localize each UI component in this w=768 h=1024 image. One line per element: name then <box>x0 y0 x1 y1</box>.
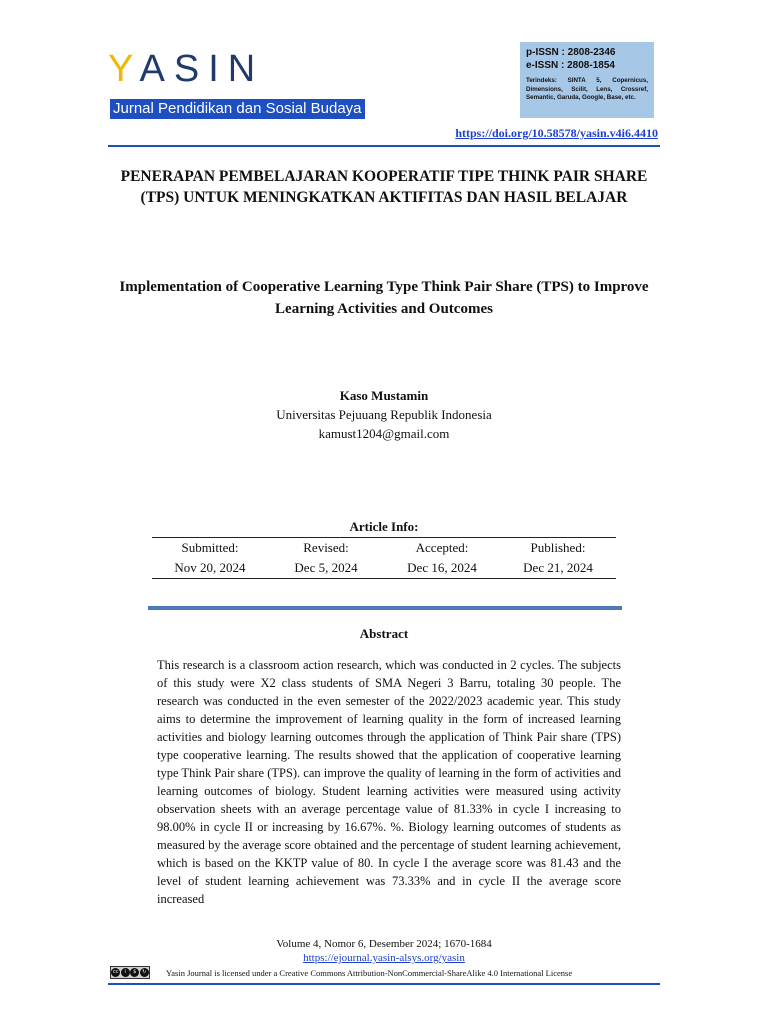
logo-letter-y: Y <box>108 48 140 90</box>
by-icon: i <box>121 968 130 977</box>
volume-info: Volume 4, Nomor 6, Desember 2024; 1670-1684 <box>276 938 492 950</box>
eissn: e-ISSN : 2808-1854 <box>526 60 615 71</box>
abstract-text: This research is a classroom action research, which was conducted in 2 cycles. The subjects of this study were X2 class students of SMA Negeri 3 Barru, totaling 30 people. The research was conducted in the even semester of the 2022/2023 academic year. This study aims to determine the improvement of learning quality in the form of increased learning activities and biology learning outcomes through the application of Think Pair share (TPS) type cooperative learning. The results showed that the application of cooperative learning type Think Pair share (TPS). can improve the quality of learning in the form of activities and learning outcomes of biology. Student learning activities were measured using activity observation sheets with an average percentage value of 81.33% in cycle I increasing to 98.00% in cycle II or increasing by 16.67%. %. Biology learning outcomes of students as measured by the average score obtained and the percentage of student learning achievement, which is based on the KKTP value of 80. In cycle I the average score was 81.43 and the level of student learning achievement was 73.33% and in cycle II the average score increased <box>157 658 621 906</box>
author-email: kamust1204@gmail.com <box>318 426 450 441</box>
title-indonesian: PENERAPAN PEMBELAJARAN KOOPERATIF TIPE THINK PAIR SHARE (TPS) UNTUK MENINGKATKAN AKTIFITAS DAN HASIL BELAJAR <box>120 168 648 206</box>
published-date: Dec 21, 2024 <box>523 560 593 575</box>
article-info <box>152 518 616 579</box>
section-divider <box>148 606 622 610</box>
indexing-list: Terindeks: SINTA 5, Copernicus, Dimensions, Scilit, Lens, Crossref, Semantic, Garuda, Google, Base, etc. <box>526 77 648 101</box>
article-info-labels <box>152 538 616 559</box>
author-affiliation: Universitas Pejuuang Republik Indonesia <box>276 407 492 422</box>
cc-license-icon[interactable] <box>110 966 150 979</box>
revised-label: Revised: <box>303 540 349 555</box>
logo-letters-asin: ASIN <box>139 48 265 90</box>
page-footer <box>110 937 658 965</box>
abstract-heading: Abstract <box>359 626 409 641</box>
submitted-date: Nov 20, 2024 <box>174 560 246 575</box>
accepted-date: Dec 16, 2024 <box>407 560 477 575</box>
pissn: p-ISSN : 2808-2346 <box>526 47 616 58</box>
journal-url-link[interactable]: https://ejournal.yasin-alsys.org/yasin <box>303 952 465 964</box>
cc-icon: cc <box>113 969 119 975</box>
title-english: Implementation of Cooperative Learning Type Think Pair Share (TPS) to Improve Learning Activities and Outcomes <box>119 279 649 317</box>
accepted-label: Accepted: <box>415 540 469 555</box>
published-label: Published: <box>530 540 586 555</box>
journal-logo <box>108 50 264 88</box>
article-info-heading: Article Info: <box>349 519 419 534</box>
issn-box <box>520 42 654 118</box>
nc-icon: $ <box>130 968 139 977</box>
sa-icon: ↻ <box>140 968 149 977</box>
article-info-table <box>152 537 616 579</box>
author-name: Kaso Mustamin <box>339 388 429 403</box>
license-text: Yasin Journal is licensed under a Creative Commons Attribution-NonCommercial-ShareAlike 4.0 International License <box>166 967 573 978</box>
footer-divider <box>108 983 660 985</box>
revised-date: Dec 5, 2024 <box>294 560 358 575</box>
doi-link[interactable]: https://doi.org/10.58578/yasin.v4i6.4410 <box>455 126 658 140</box>
journal-name-banner: Jurnal Pendidikan dan Sosial Budaya <box>110 99 365 119</box>
license-row <box>110 966 658 979</box>
author-block <box>110 386 658 443</box>
article-info-dates <box>152 558 616 579</box>
header-divider <box>108 145 660 147</box>
submitted-label: Submitted: <box>181 540 239 555</box>
